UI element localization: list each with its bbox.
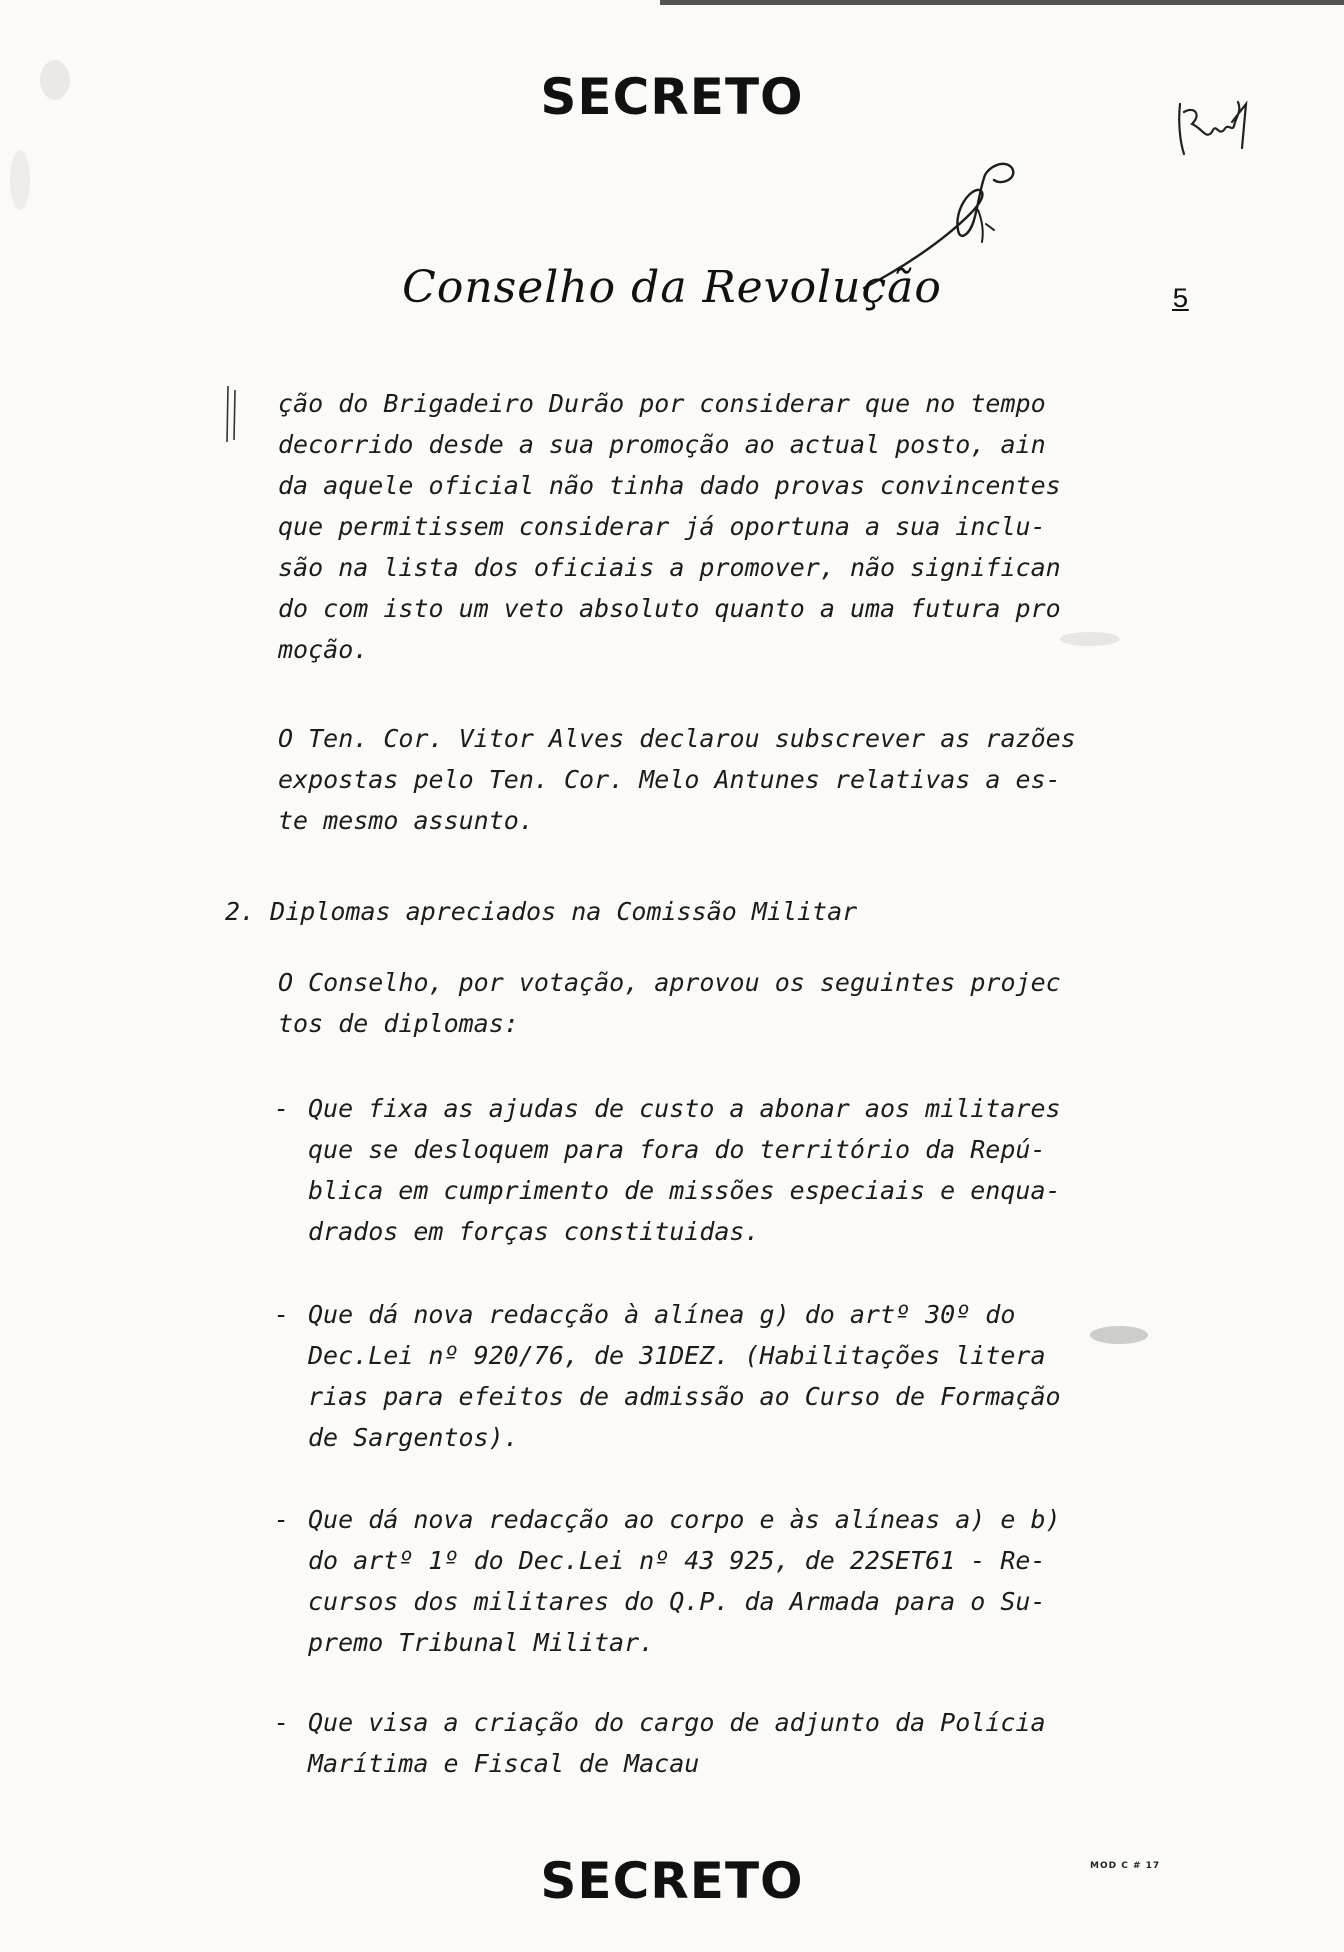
text-line: O Conselho, por votação, aprovou os seguintes projec: [278, 968, 1061, 997]
text-line: Marítima e Fiscal de Macau: [308, 1749, 700, 1778]
text-line: O Ten. Cor. Vitor Alves declarou subscrever as razões: [278, 724, 1076, 753]
text-line: rias para efeitos de admissão ao Curso de Formação: [308, 1382, 1061, 1411]
section-heading-diplomas: [225, 891, 857, 932]
text-line: são na lista dos oficiais a promover, não significan: [278, 553, 1061, 582]
list-item-policia-maritima: [308, 1702, 1046, 1784]
text-line: te mesmo assunto.: [278, 806, 534, 835]
text-line: blica em cumprimento de missões especiais e enqua-: [308, 1176, 1061, 1205]
scan-speck: [1090, 1326, 1148, 1344]
text-line: drados em forças constituidas.: [308, 1217, 760, 1246]
list-item-alinea-g: [308, 1294, 1061, 1458]
bullet-dash: -: [274, 1708, 290, 1737]
text-line: Que fixa as ajudas de custo a abonar aos militares: [308, 1094, 1061, 1123]
text-line: ção do Brigadeiro Durão por considerar que no tempo: [278, 389, 1046, 418]
handwritten-initials-icon: [1172, 92, 1252, 162]
form-code: MOD C # 17: [1090, 1861, 1161, 1871]
text-line: expostas pelo Ten. Cor. Melo Antunes relativas a es-: [278, 765, 1061, 794]
text-line: Que dá nova redacção ao corpo e às alíneas a) e b): [308, 1505, 1061, 1534]
text-line: do artº 1º do Dec.Lei nº 43 925, de 22SET61 - Re-: [308, 1546, 1046, 1575]
classification-stamp-bottom: SECRETO: [540, 1852, 804, 1910]
text-line: Que visa a criação do cargo de adjunto da Polícia: [308, 1708, 1046, 1737]
bullet-dash: -: [274, 1505, 290, 1534]
classification-stamp-top: SECRETO: [540, 68, 804, 126]
paragraph-durao: [278, 383, 1061, 670]
text-line: decorrido desde a sua promoção ao actual posto, ain: [278, 430, 1046, 459]
margin-bracket-icon: [224, 384, 238, 444]
text-line: premo Tribunal Militar.: [308, 1628, 655, 1657]
bullet-dash: -: [274, 1094, 290, 1123]
section-number: 2.: [225, 897, 256, 926]
list-item-ajudas-custo: [308, 1088, 1061, 1252]
section-title: Diplomas apreciados na Comissão Militar: [270, 897, 858, 926]
paragraph-conselho-votacao: [278, 962, 1061, 1044]
text-line: da aquele oficial não tinha dado provas convincentes: [278, 471, 1061, 500]
text-line: do com isto um veto absoluto quanto a uma futura pro: [278, 594, 1061, 623]
list-item-recursos-armada: [308, 1499, 1061, 1663]
letterhead-title: Conselho da Revolução: [402, 262, 942, 313]
text-line: que permitissem considerar já oportuna a sua inclu-: [278, 512, 1046, 541]
text-line: Que dá nova redacção à alínea g) do artº 30º do: [308, 1300, 1016, 1329]
text-line: tos de diplomas:: [278, 1009, 519, 1038]
scan-speck: [40, 60, 70, 100]
text-line: moção.: [278, 635, 369, 664]
text-line: cursos dos militares do Q.P. da Armada para o Su-: [308, 1587, 1046, 1616]
text-line: de Sargentos).: [308, 1423, 519, 1452]
scan-speck: [1060, 632, 1120, 646]
page-number: 5: [1172, 285, 1189, 316]
top-edge-rule: [660, 0, 1344, 5]
paragraph-vitor-alves: [278, 718, 1076, 841]
scan-speck: [10, 150, 30, 210]
bullet-dash: -: [274, 1300, 290, 1329]
text-line: Dec.Lei nº 920/76, de 31DEZ. (Habilitações litera: [308, 1341, 1046, 1370]
text-line: que se desloquem para fora do território da Repú-: [308, 1135, 1046, 1164]
